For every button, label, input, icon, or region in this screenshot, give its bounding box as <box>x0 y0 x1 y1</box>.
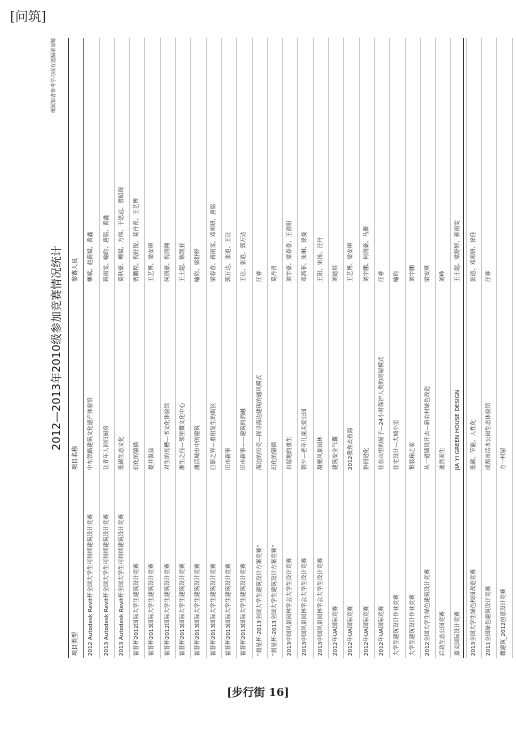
cell-members: 何润豪、倪润翔 <box>164 242 171 282</box>
column-header-members: 参赛人员 <box>72 257 79 282</box>
cell-competition-type: 霍普杯2013国际大学生建筑设计竞赛 <box>225 563 232 656</box>
table-row <box>344 38 359 658</box>
cell-members: 莫秋豪、柳斌、方伟、于思远、曾昭琛 <box>118 186 125 282</box>
table-row <box>237 38 252 658</box>
table-row <box>145 38 160 658</box>
cell-competition-type: 微建筑_2012创意设计竞赛 <box>501 588 508 656</box>
table-row <box>421 38 436 658</box>
cell-members: 刘宇鹏、何润豪、马藤 <box>363 226 370 282</box>
cell-competition-type: 2011全国绿色建筑设计竞赛 <box>486 585 493 656</box>
cell-competition-type: “晨星杯·2013全国大学生建筑设计方案竞赛” <box>271 544 278 656</box>
cell-competition-type: 2013 Autodesk Revit杯全国大学生可持续建筑设计竞赛 <box>118 514 125 656</box>
cell-project-name: 渐生之径—邻里微文化中心 <box>180 402 187 470</box>
header-tag: [问筑] <box>10 10 47 25</box>
cell-members: 王士超、梁舒婷、蒋雨雯 <box>455 220 462 282</box>
cell-project-name: 住在山里的屋子—24小时保护人类的房屋模式 <box>378 356 385 470</box>
cell-competition-type: 2013全国大学生绿色校园改造竞赛 <box>470 569 477 656</box>
cell-competition-type: 霍普杯2012国际大学生建筑设计竞赛 <box>134 563 141 656</box>
table-row <box>130 38 145 658</box>
table-row <box>283 38 298 658</box>
cell-members: 王士超、陈凯业 <box>180 242 187 282</box>
cell-members: 郭万达、张逍、王让 <box>225 231 232 282</box>
cell-competition-type: 霍普杯2013国际大学生建筑设计竞赛 <box>149 563 156 656</box>
table-row <box>222 38 237 658</box>
rotated-table-page <box>48 38 508 658</box>
cell-project-name: 低碳生态文化 <box>118 436 125 470</box>
table-row <box>375 38 390 658</box>
cell-project-name: JIA YI GREEN HOUSE DESIGN <box>455 389 462 470</box>
cell-competition-type: 霍普杯2013国际大学生建筑设计竞赛 <box>195 563 202 656</box>
cell-members <box>497 42 511 282</box>
cell-members: 梁春香、蒋雨雯、邓邦妍、唐铭 <box>210 203 217 282</box>
cell-members: 汪睿 <box>256 270 263 282</box>
cell-members: 刘迪培 <box>333 265 340 282</box>
cell-project-name: 朝夕—老年儿童关爱公园 <box>302 408 309 470</box>
cell-competition-type: 2012年UA国际竞赛 <box>378 605 385 656</box>
cell-members: 王让、张逍、郭万达 <box>241 231 248 282</box>
table-row <box>390 38 405 658</box>
cell-competition-type: “晨星杯·2013全国大学生建筑设计方案竞赛” <box>256 544 263 656</box>
table-subnote: 统属知者参考学习或有遗漏请谅解 <box>51 38 57 114</box>
cell-competition-type: 2012 Autodesk Revit杯全国大学生可持续建筑设计竞赛 <box>88 514 95 656</box>
cell-competition-type: 霍普杯2013国际大学生建筑设计竞赛 <box>180 563 187 656</box>
cell-competition-type: 2012年UA国际竞赛 <box>348 605 355 656</box>
cell-project-name: 对生的光槽—书文化体验馆 <box>164 402 171 470</box>
cell-competition-type: 2012年UA国际竞赛 <box>363 605 370 656</box>
cell-project-name: 海边的贝壳—探寻海边建筑的通风模式 <box>256 374 263 470</box>
table-bottom-rule <box>463 38 464 658</box>
cell-members: 喻昀、梁舒婷 <box>195 248 202 282</box>
cell-members: 刘峥 <box>440 270 447 282</box>
table-row <box>207 38 222 658</box>
cell-members: 莫丹青 <box>271 265 278 282</box>
table-row <box>314 38 329 658</box>
cell-members: 邓茜菲、朱琳、徐曼 <box>302 231 309 282</box>
table-row <box>360 38 375 658</box>
cell-project-name: 幻化的猿猫 <box>134 442 141 470</box>
cell-competition-type: 2013中国风景园林学会大学生设计竞赛 <box>287 557 294 656</box>
table-row <box>436 38 451 658</box>
cell-project-name: 旧市新事 <box>225 447 232 470</box>
cell-project-name: 成都市活水公园生态体验馆 <box>486 402 493 470</box>
cell-project-name: 低碳、节能、人性化 <box>470 419 477 470</box>
cell-competition-type: 2013中国风景园林学会大学生设计竞赛 <box>317 557 324 656</box>
cell-project-name: 从一道墙说开去—新农村绿色改造 <box>424 386 431 470</box>
cell-project-name: 自留地的重生 <box>287 436 294 470</box>
cell-members: 汪睿 <box>378 270 385 282</box>
table-row <box>268 38 283 658</box>
cell-members: 王艺博、梁安琪 <box>149 242 156 282</box>
table-row <box>467 38 482 658</box>
cell-project-name: 迪然而生 <box>440 447 447 470</box>
cell-competition-type: 霍普杯2012国际大学生建筑设计竞赛 <box>164 563 171 656</box>
cell-project-name: 激活城市中的建筑 <box>195 425 202 470</box>
cell-competition-type: 2013 Autodesk Revit杯全国大学生可持续建筑设计竞赛 <box>103 514 110 656</box>
table-row <box>329 38 344 658</box>
table-row <box>298 38 313 658</box>
cell-competition-type: 大学生建筑设计作业竞赛 <box>409 594 416 656</box>
cell-project-name: 方一村屋 <box>501 447 508 470</box>
cell-members: 喻昀 <box>394 270 401 282</box>
cell-competition-type: 大学生建筑设计作业竞赛 <box>394 594 401 656</box>
cell-members: 王阳、宋扬、汪丹 <box>317 237 324 282</box>
table-row <box>451 38 466 658</box>
cell-project-name: 提井汲益 <box>149 447 156 470</box>
column-header-type: 项目类型 <box>72 631 79 656</box>
table-row <box>497 38 512 658</box>
table-row <box>191 38 206 658</box>
cell-project-name: 幻化的猿猫 <box>271 442 278 470</box>
table-row <box>84 38 99 658</box>
cell-members: 贾鹏程、倪旺锐、莫丹青、王艺博 <box>134 198 141 282</box>
competition-table <box>69 38 513 658</box>
table-row <box>176 38 191 658</box>
table-row <box>115 38 130 658</box>
cell-members: 汪睿 <box>486 270 493 282</box>
table-row <box>100 38 115 658</box>
cell-competition-type: 2012年UA国际竞赛 <box>333 605 340 656</box>
cell-members: 王艺博、梁安琪 <box>348 242 355 282</box>
cell-members: 张逍、邓邦妍、徐佳 <box>470 231 477 282</box>
table-row <box>482 38 497 658</box>
page-footer: [步行街 16] <box>226 686 290 699</box>
cell-competition-type: 后劲生态公园竞赛 <box>440 611 447 656</box>
cell-project-name: 让青年人回归厨房 <box>103 425 110 470</box>
cell-members: 柳斌、赵蔚斌、黄鑫 <box>88 231 95 282</box>
cell-project-name: 2012我你去看海 <box>348 427 355 470</box>
cell-project-name: 巨影之界—重组复生的街区 <box>210 402 217 470</box>
cell-project-name: 集装箱之家 <box>409 442 416 470</box>
table-row <box>161 38 176 658</box>
cell-project-name: 建筑安全气囊 <box>333 436 340 470</box>
table-row <box>406 38 421 658</box>
cell-project-name: 中东铁路建筑文化遗产体验馆 <box>88 397 95 470</box>
cell-members: 刘宇鹏 <box>409 265 416 282</box>
cell-competition-type: 2012全国大学生绿色建筑设计竞赛 <box>424 569 431 656</box>
cell-competition-type: 嘉义国际设计竞赛 <box>455 611 462 656</box>
cell-project-name: 凝聚风景园林 <box>317 436 324 470</box>
cell-members: 梁安琪 <box>424 265 431 282</box>
cell-project-name: 住宅设计—大城小室 <box>394 419 401 470</box>
table-row <box>253 38 268 658</box>
cell-members: 刘宇豪、梁春香、王清阳 <box>287 220 294 282</box>
column-header-project: 项目名称 <box>72 445 79 470</box>
cell-members: 蒋雨雯、喻昀、唐铭、黄鑫 <box>103 214 110 282</box>
cell-competition-type: 2013中国风景园林学会大学生设计竞赛 <box>302 557 309 656</box>
cell-project-name: 旧市新事——建筑的消融 <box>241 408 248 470</box>
table-header-row <box>69 38 84 658</box>
cell-competition-type: 霍普杯2013国际大学生建筑设计竞赛 <box>210 563 217 656</box>
cell-project-name: 协同进化 <box>363 447 370 470</box>
table-title: 2012—2013年2010级参加竞赛情况统计 <box>50 245 63 451</box>
cell-competition-type: 霍普杯2013国际大学生建筑设计竞赛 <box>241 563 248 656</box>
